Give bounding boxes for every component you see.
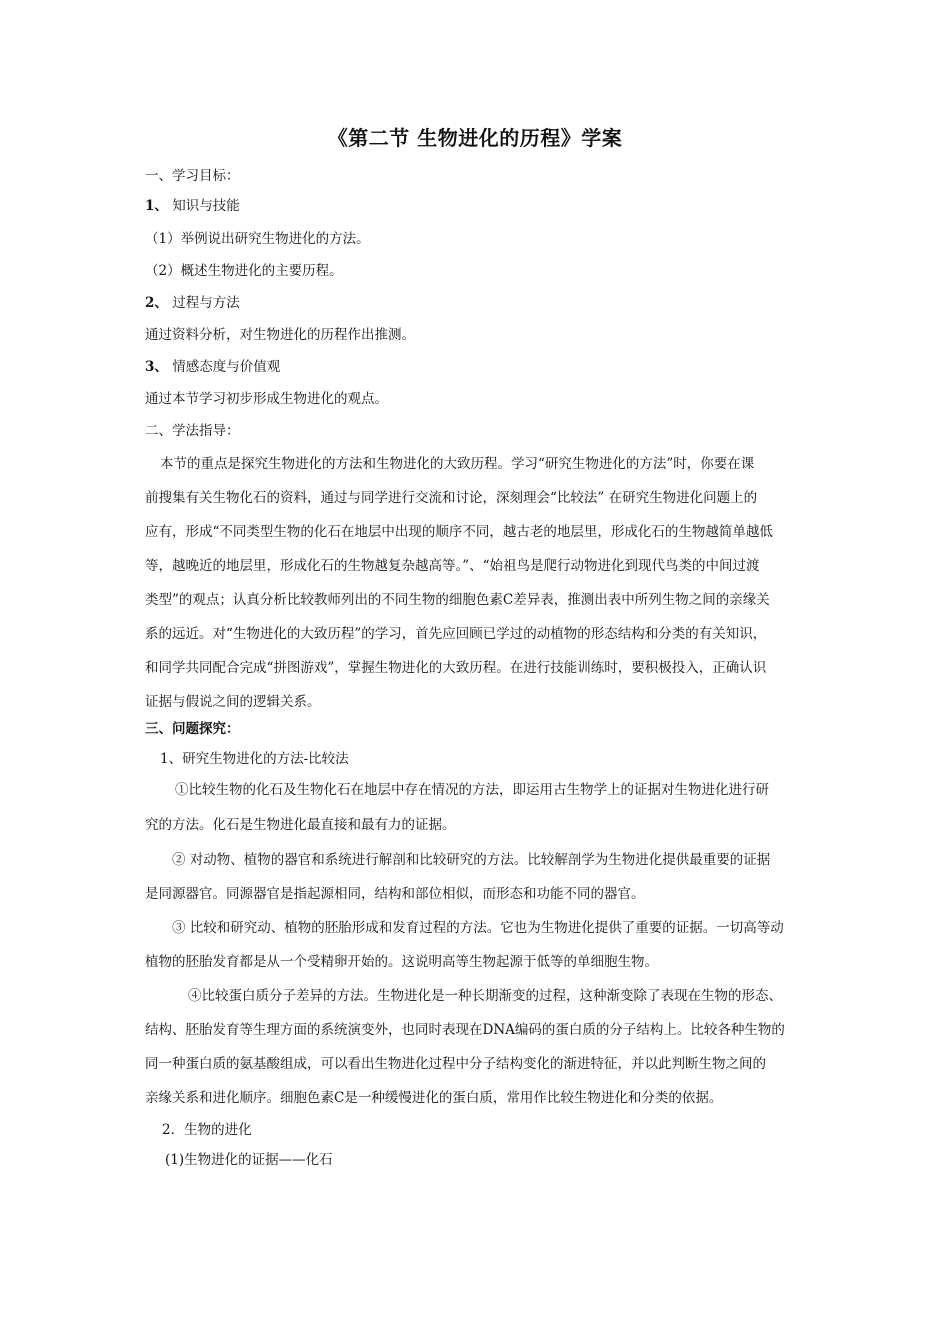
goal-item: （1）举例说出研究生物进化的方法。 [145, 231, 370, 247]
paragraph-line: 是同源器官。同源器官是指起源相同，结构和部位相似，而形态和功能不同的器官。 [145, 886, 645, 902]
paragraph-line: 植物的胚胎发育都是从一个受精卵开始的。这说明高等生物起源于低等的单细胞生物。 [145, 954, 658, 970]
paragraph-line: ①比较生物的化石及生物化石在地层中存在情况的方法，即运用古生物学上的证据对生物进化进行研 [175, 782, 769, 798]
topic-subheading: (1)生物进化的证据——化石 [165, 1152, 333, 1168]
paragraph-line: 前搜集有关生物化石的资料，通过与同学进行交流和讨论，深刻理会“比较法” 在研究生物进化问题上的 [145, 490, 758, 506]
goal-text: 通过资料分析，对生物进化的历程作出推测。 [145, 327, 415, 343]
paragraph-line: ② 对动物、植物的器官和系统进行解剖和比较研究的方法。比较解剖学为生物进化提供最重要的证据 [172, 852, 771, 868]
goal-text: 通过本节学习初步形成生物进化的观点。 [145, 391, 388, 407]
paragraph-line: 本节的重点是探究生物进化的方法和生物进化的大致历程。学习“研究生物进化的方法”时，你要在课 [160, 456, 755, 472]
paragraph-line: 应有，形成“不同类型生物的化石在地层中出现的顺序不同，越古老的地层里，形成化石的生物越简单越低 [145, 524, 773, 540]
paragraph-line: 证据与假说之间的逻辑关系。 [145, 694, 321, 710]
section-heading-goals: 一、学习目标： [145, 168, 240, 184]
topic-heading: 1、研究生物进化的方法-比较法 [160, 751, 349, 767]
document-title: 《第二节 生物进化的历程》学案 [327, 126, 623, 150]
paragraph-line: 等，越晚近的地层里，形成化石的生物越复杂越高等。”、“始祖鸟是爬行动物进化到现代鸟类的中间过渡 [145, 558, 760, 574]
paragraph-line: 究的方法。化石是生物进化最直接和最有力的证据。 [145, 817, 456, 833]
paragraph-line: 结构、胚胎发育等生理方面的系统演变外，也同时表现在DNA编码的蛋白质的分子结构上。比较各种生物的 [145, 1022, 785, 1038]
paragraph-line: ③ 比较和研究动、植物的胚胎形成和发育过程的方法。它也为生物进化提供了重要的证据。一切高等动 [172, 920, 784, 936]
paragraph-line: 和同学共同配合完成“拼图游戏”，掌握生物进化的大致历程。在进行技能训练时，要积极投入，正确认识 [145, 660, 767, 676]
goal-heading-process: 2、 过程与方法 [145, 295, 240, 311]
goal-heading-knowledge: 1、 知识与技能 [145, 198, 240, 214]
paragraph-line: 亲缘关系和进化顺序。细胞色素C是一种缓慢进化的蛋白质，常用作比较生物进化和分类的依据。 [145, 1090, 723, 1106]
paragraph-line: 系的远近。对“生物进化的大致历程”的学习，首先应回顾已学过的动植物的形态结构和分类的有关知识， [145, 626, 767, 642]
section-heading-guidance: 二、学法指导： [145, 423, 240, 439]
section-heading-inquiry: 三、问题探究： [145, 721, 240, 737]
goal-heading-attitude: 3、 情感态度与价值观 [145, 359, 281, 375]
paragraph-line: 同一种蛋白质的氨基酸组成，可以看出生物进化过程中分子结构变化的渐进特征，并以此判断生物之间的 [145, 1056, 766, 1072]
paragraph-line: 类型”的观点；认真分析比较教师列出的不同生物的细胞色素C差异表，推测出表中所列生物之间的亲缘关 [145, 592, 770, 608]
paragraph-line: ④比较蛋白质分子差异的方法。生物进化是一种长期渐变的过程，这种渐变除了表现在生物的形态、 [188, 988, 782, 1004]
topic-heading: 2．生物的进化 [162, 1122, 252, 1138]
goal-item: （2）概述生物进化的主要历程。 [145, 263, 343, 279]
